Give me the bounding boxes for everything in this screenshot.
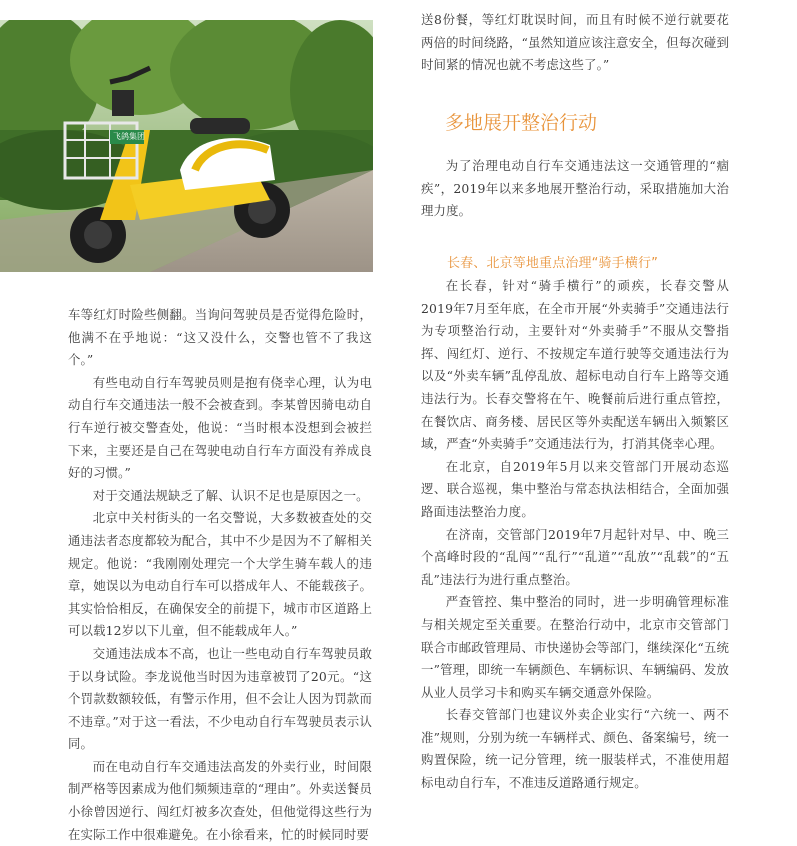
body-paragraph: 在北京，自2019年5月以来交管部门开展动态巡逻、联合巡视，集中整治与常态执法相结合，全面加强路面违法整治力度。 [421,458,729,519]
body-paragraph: 严查管控、集中整治的同时，进一步明确管理标准与相关规定至关重要。在整治行动中，北京市交管部门联合市邮政管理局、市快递协会等部门，继续深化“五统一”管理，即统一车辆颜色、车辆标识、车辆编码、发放从业人员学习卡和购买车辆交通意外保险。 [421,594,729,700]
electric-bicycle-photo [0,20,373,272]
body-paragraph: 交通违法成本不高，也让一些电动自行车驾驶员敢于以身试险。李龙说他当时因为违章被罚了20元。“这个罚款数额较低，有警示作用，但不会让人因为罚款而不违章。”对于这一看法，不少电动自行车驾驶员表示认同。 [68,645,372,752]
body-paragraph: 有些电动自行车驾驶员则是抱有侥幸心理，认为电动自行车交通违法一般不会被查到。李某曾因骑电动自行车逆行被交警查处，他说：“当时根本没想到会被拦下来，主要还是自己在驾驶电动自行车方面没有养成良好的习惯。” [68,374,372,481]
left-text-column [68,304,372,846]
body-paragraph: 北京中关村街头的一名交警说，大多数被查处的交通违法者态度都较为配合，其中不少是因为不了解相关规定。他说：“我刚刚处理完一个大学生骑车载人的违章，她误以为电动自行车可以搭成年人、不能载孩子。其实恰恰相反，在确保安全的前提下，城市市区道路上可以载12岁以下儿童，但不能载成年人。” [68,510,372,639]
bicycle-photo-illustration [0,20,373,272]
lead-paragraph: 送8份餐，等红灯耽误时间，而且有时候不逆行就要花两倍的时间绕路，“虽然知道应该注意安全，但每次碰到时间紧的情况也就不考虑这些了。” [421,12,729,73]
body-paragraph: 而在电动自行车交通违法高发的外卖行业，时间限制严格等因素成为他们频频违章的“理由”。外卖送餐员小徐曾因逆行、闯红灯被多次查处，但他觉得这些行为在实际工作中很难避免。在小徐看来，忙的时候同时要 [68,758,372,842]
right-intro-text [421,155,729,223]
bicycle-sign-text: 飞鸽集团 [113,132,145,141]
body-paragraph: 在长春，针对“骑手横行”的顽疾，长春交警从2019年7月至年底，在全市开展“外卖骑手”交通违法行为专项整治行动，主要针对“外卖骑手”不服从交警指挥、闯红灯、逆行、不按规定车道行驶等交通违法行为以及“外卖车辆”乱停乱放、超标电动自行车上路等交通违法行为。长春交警将在午、晚餐前后进行重点管控，在餐饮店、商务楼、居民区等外卖配送车辆出入频繁区域，严查“外卖骑手”交通违法行为，打消其侥幸心理。 [421,278,729,452]
intro-paragraph: 为了治理电动自行车交通违法这一交通管理的“痼疾”，2019年以来多地展开整治行动，采取措施加大治理力度。 [421,158,729,219]
body-paragraph: 对于交通法规缺乏了解、认识不足也是原因之一。 [92,487,369,503]
body-paragraph: 车等红灯时险些侧翻。当询问驾驶员是否觉得危险时，他满不在乎地说：“这又没什么，交警也管不了我这个。” [68,307,372,368]
right-body-text [421,253,729,795]
body-paragraph: 在济南，交管部门2019年7月起针对早、中、晚三个高峰时段的“乱闯”“乱行”“乱道”“乱放”“乱载”的“五乱”违法行为进行重点整治。 [421,526,729,587]
body-paragraph: 长春交管部门也建议外卖企业实行“六统一、两不准”规则，分别为统一车辆样式、颜色、备案编号，统一购置保险，统一记分管理，统一服装样式，不准使用超标电动自行车，不准违反道路通行规定。 [421,707,729,791]
right-lead-text [421,9,729,77]
sub-title: 长春、北京等地重点治理“骑手横行” [447,256,659,271]
section-title: 多地展开整治行动 [445,112,598,134]
